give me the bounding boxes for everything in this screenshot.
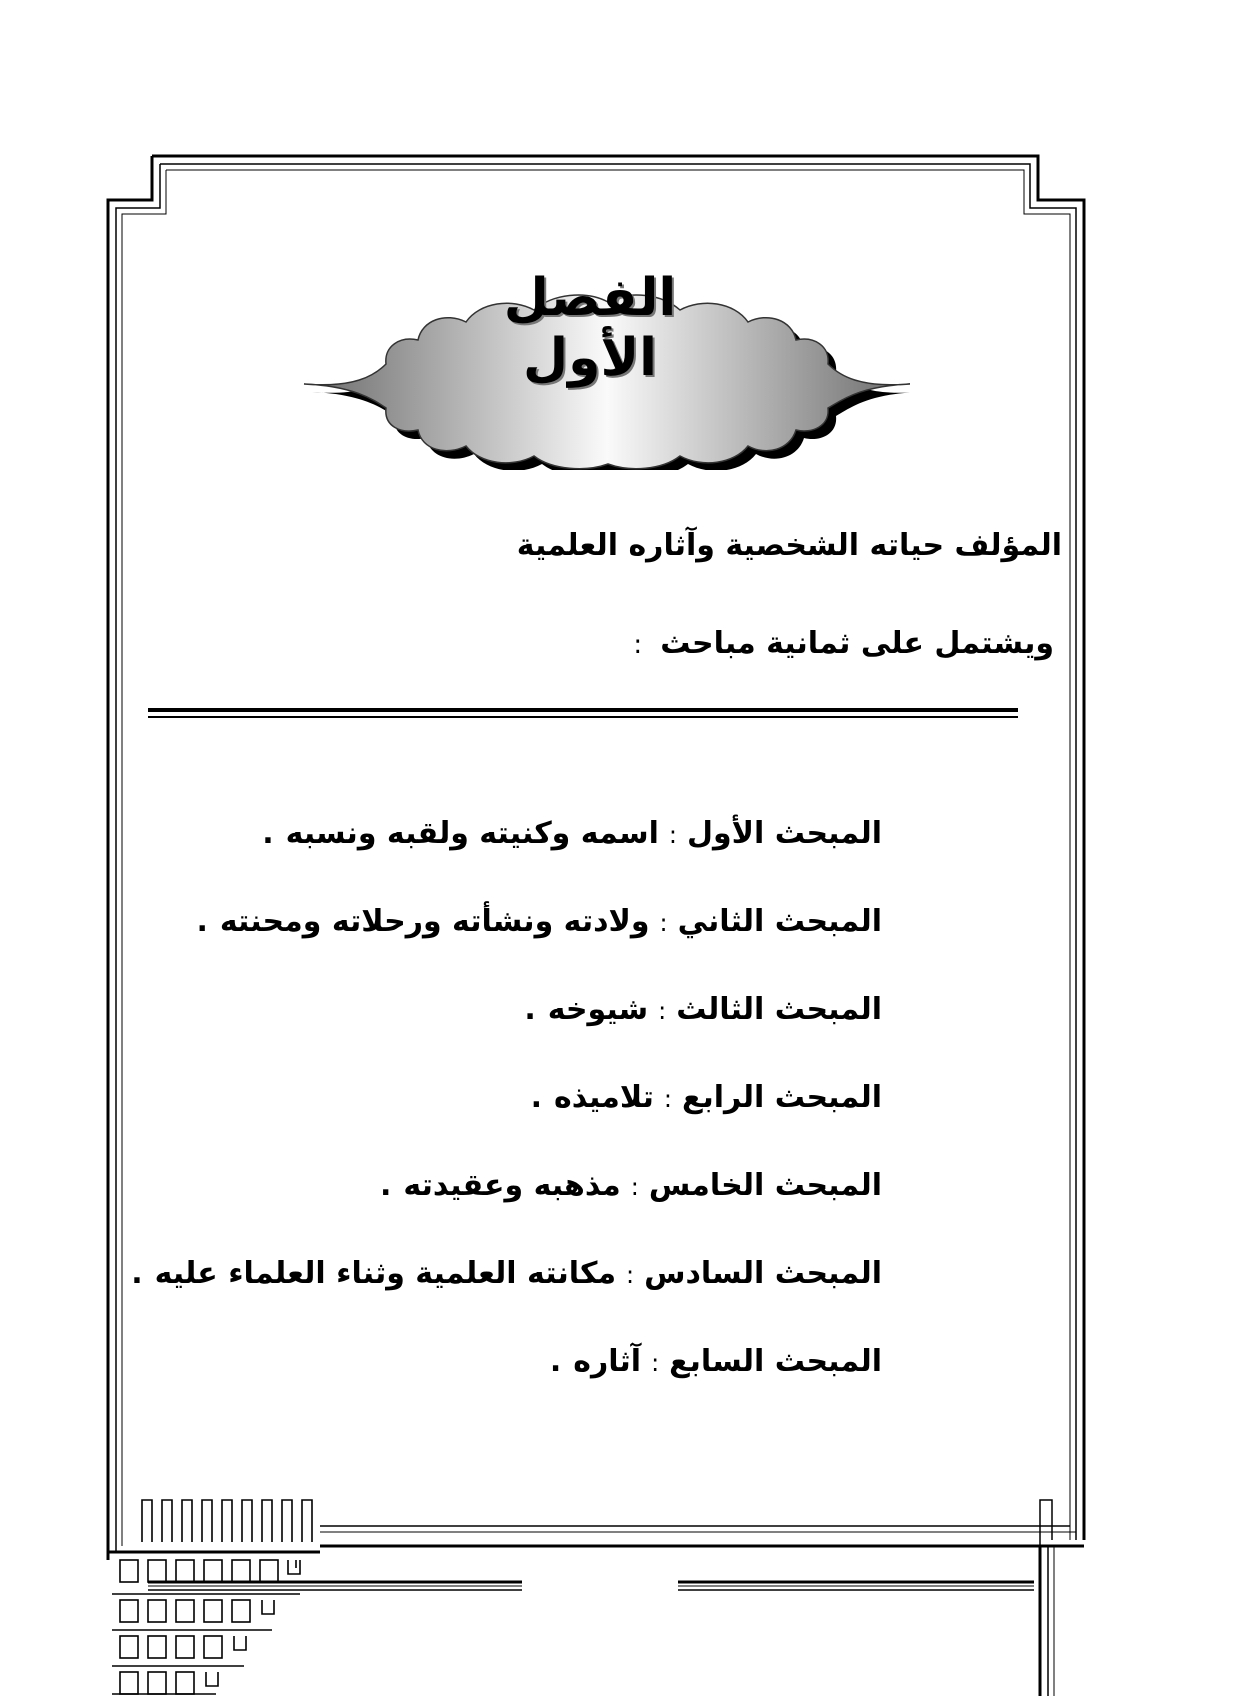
section-title: شيوخه bbox=[547, 992, 649, 1027]
section-separator: : bbox=[658, 997, 667, 1025]
section-title: تلاميذه bbox=[554, 1080, 654, 1115]
chapter-subtitle: المؤلف حياته الشخصية وآثاره العلمية bbox=[516, 528, 1062, 563]
section-label: المبحث الثاني bbox=[677, 904, 882, 939]
section-row-6 bbox=[131, 1256, 882, 1291]
section-row-2 bbox=[196, 904, 882, 939]
section-title: آثاره bbox=[573, 1344, 642, 1379]
section-title: اسمه وكنيته ولقبه ونسبه bbox=[285, 816, 659, 851]
separator-rule bbox=[148, 708, 1018, 718]
section-end: . bbox=[379, 1168, 392, 1203]
section-label: المبحث الخامس bbox=[648, 1168, 882, 1203]
section-end: . bbox=[196, 904, 208, 939]
section-label: المبحث الثالث bbox=[676, 992, 882, 1027]
section-row-3 bbox=[524, 992, 882, 1027]
section-separator: : bbox=[626, 1261, 635, 1289]
chapter-title: الفصل الأول bbox=[503, 268, 677, 388]
section-end: . bbox=[524, 992, 536, 1027]
section-label: المبحث السابع bbox=[669, 1344, 882, 1379]
section-title: ولادته ونشأته ورحلاته ومحنته bbox=[219, 904, 650, 939]
section-separator: : bbox=[663, 1085, 673, 1113]
section-title: مذهبه وعقيدته bbox=[403, 1168, 621, 1203]
section-row-7 bbox=[550, 1344, 882, 1379]
section-label: المبحث الرابع bbox=[682, 1080, 882, 1115]
section-end: . bbox=[262, 816, 274, 851]
section-separator: : bbox=[630, 1173, 639, 1201]
intro-text: ويشتمل على ثمانية مباحث bbox=[660, 626, 1054, 661]
section-separator: : bbox=[668, 821, 677, 849]
intro-colon: : bbox=[633, 630, 643, 660]
section-label: المبحث الأول bbox=[686, 816, 882, 851]
section-row-1 bbox=[262, 816, 882, 851]
section-title: مكانته العلمية وثناء العلماء عليه bbox=[154, 1256, 617, 1291]
section-row-4 bbox=[531, 1080, 882, 1115]
section-row-5 bbox=[380, 1168, 882, 1203]
section-end: . bbox=[131, 1256, 143, 1291]
section-end: . bbox=[549, 1344, 562, 1379]
section-separator: : bbox=[651, 1349, 660, 1377]
chapter-intro bbox=[633, 626, 1054, 661]
section-label: المبحث السادس bbox=[644, 1256, 882, 1291]
section-end: . bbox=[530, 1080, 543, 1115]
section-separator: : bbox=[659, 909, 668, 937]
